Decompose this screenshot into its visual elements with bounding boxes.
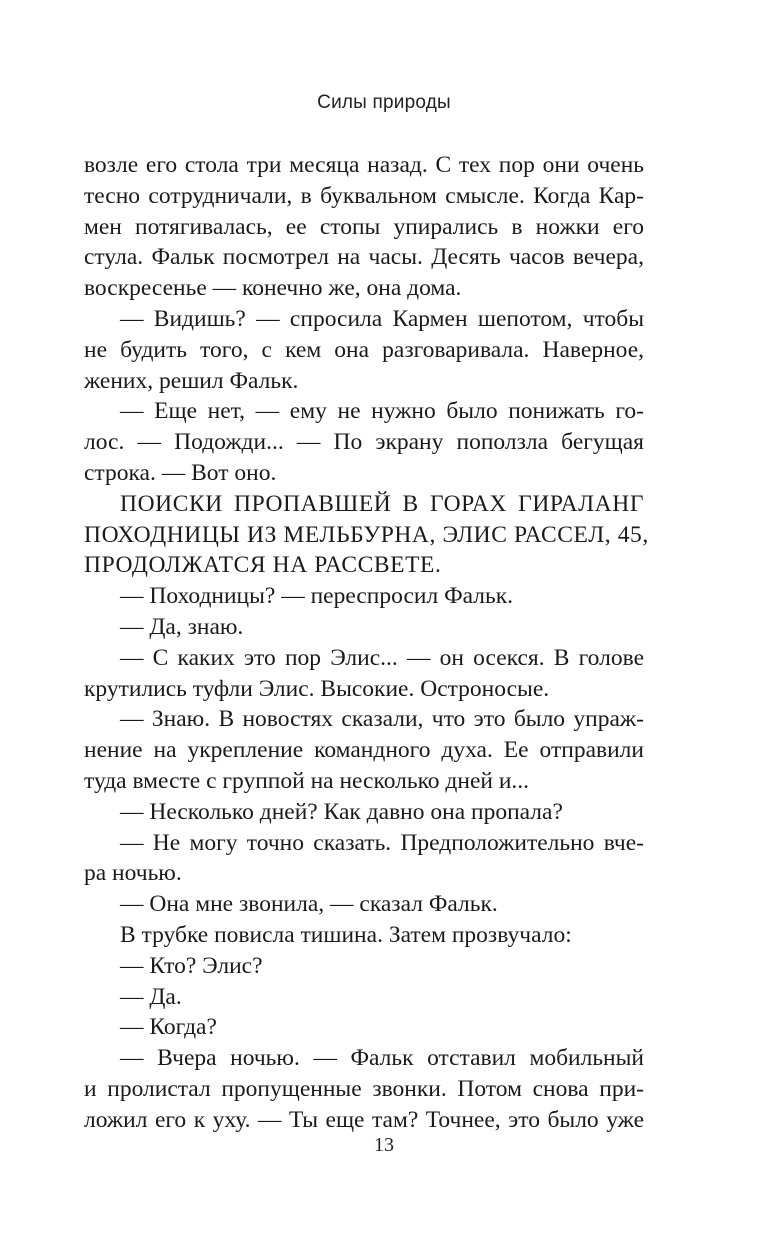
text-line: крутились туфли Элис. Высокие. Остроносые. — [84, 675, 550, 702]
paragraph — [84, 889, 644, 920]
text-line: жених, решил Фальк. — [84, 367, 299, 394]
text-line: — С каких это пор Элис... — он осекся. В голове — [120, 644, 644, 671]
paragraph — [84, 982, 644, 1013]
text-line: — Походницы? — переспросил Фальк. — [120, 583, 514, 610]
paragraph — [84, 489, 649, 581]
text-line: — Видишь? — спросила Кармен шепотом, чтобы — [120, 305, 644, 332]
text-line: — Знаю. В новостях сказали, что это было упраж- — [120, 706, 644, 733]
paragraph — [84, 704, 644, 796]
paragraph — [84, 951, 644, 982]
text-line: — Не могу точно сказать. Предположительно вче- — [120, 829, 644, 856]
paragraph — [84, 396, 644, 488]
text-line: нение на укрепление командного духа. Ее отправили — [84, 737, 644, 764]
text-line: — Она мне звонила, — сказал Фальк. — [120, 891, 498, 918]
paragraph — [84, 581, 644, 612]
text-line: ПОИСКИ ПРОПАВШЕЙ В ГОРАХ ГИРАЛАНГ — [120, 490, 644, 517]
paragraph — [84, 150, 644, 304]
paragraph — [84, 612, 644, 643]
running-head: Силы природы — [317, 92, 451, 113]
text-line: мен потягивалась, ее стопы упирались в ножки его — [84, 213, 644, 240]
text-line: и пролистал пропущенные звонки. Потом снова при- — [84, 1075, 644, 1102]
paragraph — [84, 1043, 644, 1135]
paragraph — [84, 643, 644, 705]
text-line: ра ночью. — [84, 860, 182, 887]
paragraph — [84, 828, 644, 890]
text-line: — Несколько дней? Как давно она пропала? — [120, 798, 563, 825]
text-line: воскресенье — конечно же, она дома. — [84, 275, 462, 302]
paragraph — [84, 304, 644, 396]
paragraph — [84, 1012, 644, 1043]
text-line: стула. Фальк посмотрел на часы. Десять часов вечера, — [84, 244, 644, 271]
text-line: ПРОДОЛЖАТСЯ НА РАССВЕТЕ. — [84, 552, 442, 579]
text-line: туда вместе с группой на несколько дней и... — [84, 767, 530, 794]
text-line: ПОХОДНИЦЫ ИЗ МЕЛЬБУРНА, ЭЛИС РАССЕЛ, 45, — [84, 521, 649, 548]
text-line: — Еще нет, — ему не нужно было понижать го- — [120, 398, 644, 425]
text-line: В трубке повисла тишина. Затем прозвучало: — [120, 921, 572, 948]
text-line: возле его стола три месяца назад. С тех пор они очень — [84, 152, 644, 178]
text-line: лос. — Подожди... — По экрану поползла бегущая — [84, 429, 644, 456]
text-line: — Да. — [120, 983, 182, 1010]
text-line: тесно сотрудничали, в буквальном смысле. Когда Кар- — [84, 182, 644, 209]
text-line: — Когда? — [120, 1014, 217, 1041]
text-line: не будить того, с кем она разговаривала. Наверное, — [84, 336, 644, 363]
body-text — [84, 150, 649, 1136]
text-line: строка. — Вот оно. — [84, 459, 277, 486]
text-line: ложил его к уху. — Ты еще там? Точнее, это было уже — [84, 1106, 644, 1133]
paragraph — [84, 797, 644, 828]
paragraph — [84, 920, 644, 951]
text-line: — Кто? Элис? — [120, 952, 263, 979]
text-line: — Да, знаю. — [120, 613, 244, 640]
page-number: 13 — [374, 1134, 394, 1156]
text-line: — Вчера ночью. — Фальк отставил мобильный — [120, 1045, 644, 1072]
